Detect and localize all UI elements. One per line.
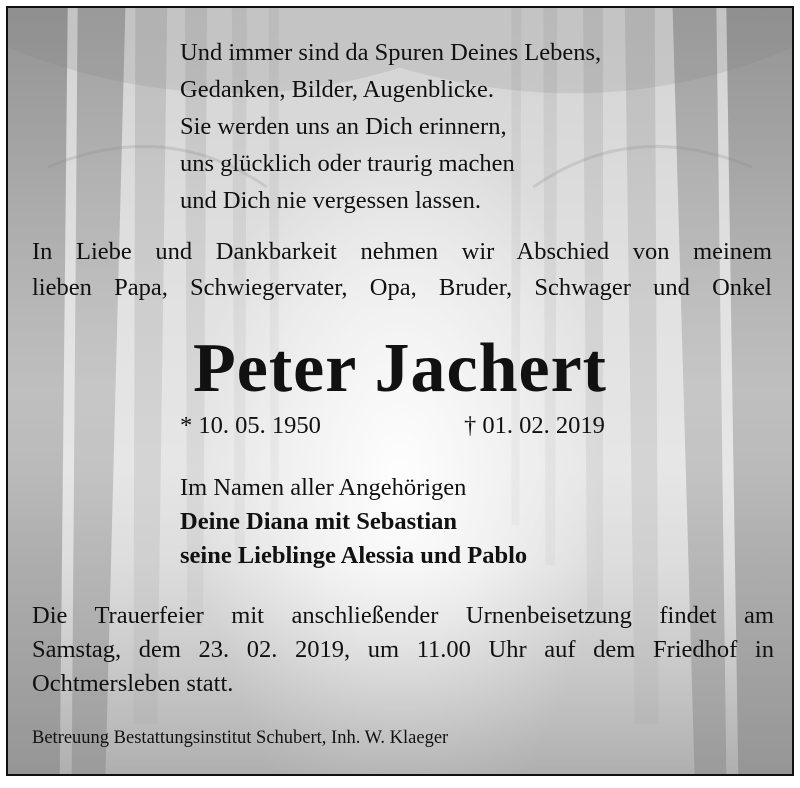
- family-name-line: Deine Diana mit Sebastian: [180, 508, 458, 535]
- poem-line: und Dich nie vergessen lassen.: [180, 187, 481, 214]
- family-signature: [180, 471, 527, 573]
- obituary-notice: [6, 6, 794, 776]
- memorial-poem: [180, 34, 601, 219]
- death-date: † 01. 02. 2019: [464, 412, 605, 439]
- ceremony-line: Samstag, dem 23. 02. 2019, um 11.00 Uhr auf dem Friedhof in: [32, 636, 774, 663]
- poem-line: uns glücklich oder traurig machen: [180, 150, 515, 177]
- birth-date: * 10. 05. 1950: [180, 412, 321, 439]
- poem-line: Und immer sind da Spuren Deines Lebens,: [180, 39, 602, 66]
- family-intro-line: Im Namen aller Angehörigen: [180, 474, 467, 501]
- intro-line: lieben Papa, Schwiegervater, Opa, Bruder, Schwager und Onkel: [32, 274, 772, 301]
- farewell-intro: [32, 234, 772, 306]
- family-name-line: seine Lieblinge Alessia und Pablo: [180, 542, 528, 569]
- deceased-name: Peter Jachert: [193, 330, 607, 407]
- funeral-home-credit: Betreuung Bestattungsinstitut Schubert, Inh. W. Klaeger: [32, 728, 449, 748]
- ceremony-line: Die Trauerfeier mit anschließender Urnenbeisetzung findet am: [32, 602, 774, 629]
- ceremony-details: [32, 599, 774, 701]
- ceremony-line: Ochtmersleben statt.: [32, 670, 234, 697]
- intro-line: In Liebe und Dankbarkeit nehmen wir Abschied von meinem: [32, 238, 772, 265]
- poem-line: Gedanken, Bilder, Augenblicke.: [180, 76, 495, 103]
- poem-line: Sie werden uns an Dich erinnern,: [180, 113, 507, 140]
